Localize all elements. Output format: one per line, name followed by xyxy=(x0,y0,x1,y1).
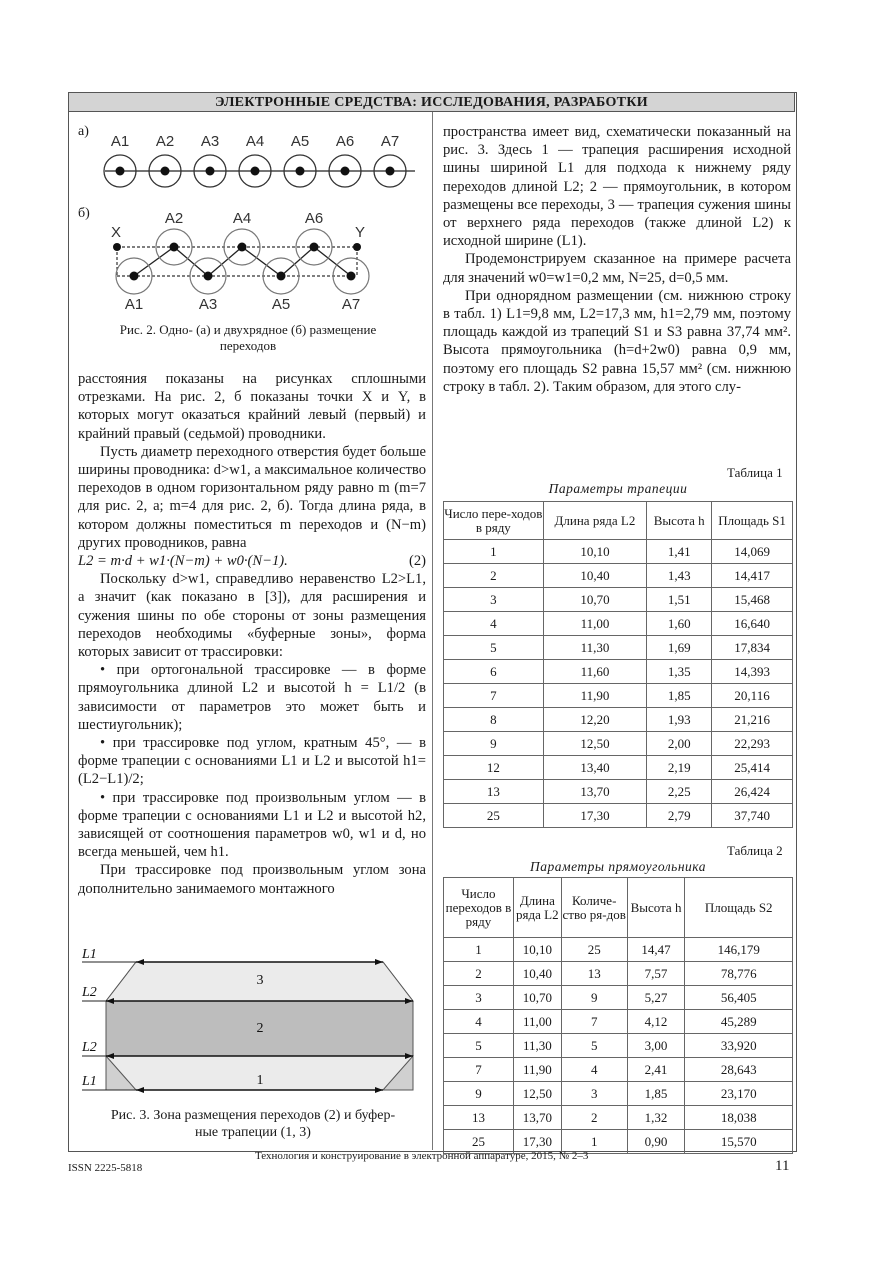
table2-number: Таблица 2 xyxy=(727,843,783,858)
table-cell: 25,414 xyxy=(712,756,793,780)
table-row xyxy=(444,756,793,780)
table-cell: 14,417 xyxy=(712,564,793,588)
right-paragraph-3: При однорядном размещении (см. нижнюю строку в табл. 1) L1=9,8 мм, L2=17,3 мм, h1=2,79 мм, поэтому площадь каждой из трапеций S1 и S3 равна 37,74 мм². Высота прямоугольника (h=d+2w0) равна 0,9 мм, поэтому его площадь S2 равна 15,57 мм² (см. нижнюю строку в табл. 2). Таким образом, для этого слу- xyxy=(443,287,791,395)
figure3-caption-line1: Рис. 3. Зона размещения переходов (2) и буфер- xyxy=(110,1108,396,1123)
via-center xyxy=(161,167,170,176)
figure2-caption-line1: Рис. 2. Одно- (а) и двухрядное (б) размещение xyxy=(119,322,377,337)
page-number: 11 xyxy=(775,1158,790,1174)
table-cell: 25 xyxy=(444,1130,514,1154)
table-cell: 5 xyxy=(444,636,544,660)
table-cell: 14,47 xyxy=(627,938,685,962)
left-paragraph-2: Пусть диаметр переходного отверстия будет больше ширины проводника: d>w1, а максимальное количество переходов в одном горизонтальном ряду равно m (m=7 для рис. 2, а; m=4 для рис. 2, б). Тогда длина ряда, в котором должны поместиться m переходов и (N−m) других проводников, равна xyxy=(78,443,426,551)
via-label: A1 xyxy=(110,133,130,150)
table-cell: 12,50 xyxy=(513,1082,561,1106)
table-cell: 10,10 xyxy=(543,540,647,564)
table-row xyxy=(444,962,793,986)
table-cell: 17,30 xyxy=(513,1130,561,1154)
figure2-caption xyxy=(82,322,414,354)
table-cell: 2 xyxy=(444,962,514,986)
table-cell: 17,834 xyxy=(712,636,793,660)
table-cell: 14,393 xyxy=(712,660,793,684)
figure2-row-b xyxy=(105,206,395,314)
formula-number: (2) xyxy=(408,553,426,570)
table-cell: 13,40 xyxy=(543,756,647,780)
table-cell: 18,038 xyxy=(685,1106,793,1130)
figure3-caption-line2: ные трапеции (1, 3) xyxy=(195,1125,311,1140)
table-cell: 3 xyxy=(561,1082,627,1106)
figure3-caption xyxy=(78,1107,428,1141)
right-paragraph-1: пространства имеет вид, схематически показанный на рис. 3. Здесь 1 — трапеция расширения исходной шины шириной L1 для подхода к нижнему ряду переходов длиной L2; 2 — прямоугольник, в котором размещены все переходы, 3 — трапеция сужения шины от верхнего ряда переходов (также длиной L2) к исходной ширине (L1). xyxy=(443,124,791,250)
fig3-label-l2-bottom: L2 xyxy=(82,1040,97,1055)
figure3-diagram xyxy=(78,944,428,1106)
table-cell: 56,405 xyxy=(685,986,793,1010)
table-cell: 1,69 xyxy=(647,636,712,660)
table-cell: 0,90 xyxy=(627,1130,685,1154)
table-cell: 5,27 xyxy=(627,986,685,1010)
table-cell: 15,570 xyxy=(685,1130,793,1154)
table-cell: 4 xyxy=(444,612,544,636)
table-cell: 12 xyxy=(444,756,544,780)
table-cell: 2,25 xyxy=(647,780,712,804)
left-paragraph-1: расстояния показаны на рисунках сплошными отрезками. На рис. 2, б показаны точки X и Y, в которых могут оказаться крайний левый (первый) и крайний правый (седьмой) проводники. xyxy=(78,371,426,442)
via-label: A4 xyxy=(232,210,252,227)
table-cell: 3 xyxy=(444,986,514,1010)
formula-text: L2 = m·d + w1·(N−m) + w0·(N−1). xyxy=(78,553,288,570)
table-cell: 11,00 xyxy=(513,1010,561,1034)
table2-header-cell: Длина ряда L2 xyxy=(513,878,561,938)
table-cell: 13,70 xyxy=(513,1106,561,1130)
table-cell: 23,170 xyxy=(685,1082,793,1106)
table-cell: 1 xyxy=(444,938,514,962)
formula-2 xyxy=(78,552,426,570)
table-cell: 37,740 xyxy=(712,804,793,828)
table-cell: 11,00 xyxy=(543,612,647,636)
table1-header-cell: Длина ряда L2 xyxy=(543,502,647,540)
table-row xyxy=(444,986,793,1010)
table-cell: 25 xyxy=(561,938,627,962)
table-cell: 1,35 xyxy=(647,660,712,684)
table-cell: 11,90 xyxy=(543,684,647,708)
table-cell: 9 xyxy=(444,732,544,756)
table-cell: 3,00 xyxy=(627,1034,685,1058)
via-center xyxy=(310,243,319,252)
table-cell: 9 xyxy=(561,986,627,1010)
via-center xyxy=(238,243,247,252)
footer-issn: ISSN 2225-5818 xyxy=(68,1162,143,1174)
end-point xyxy=(353,243,361,251)
via-center xyxy=(341,167,350,176)
via-label: A4 xyxy=(245,133,265,150)
table-row xyxy=(444,804,793,828)
table-row xyxy=(444,780,793,804)
table-cell: 7 xyxy=(444,1058,514,1082)
table-cell: 8 xyxy=(444,708,544,732)
table2-header-cell: Высота h xyxy=(627,878,685,938)
fig3-zone-3: 3 xyxy=(256,973,264,988)
figure2-row-a xyxy=(95,125,425,193)
table-cell: 12,20 xyxy=(543,708,647,732)
table1-header-cell: Высота h xyxy=(647,502,712,540)
point-x-label: X xyxy=(111,224,122,241)
left-paragraph-3: Поскольку d>w1, справедливо неравенство L2>L1, а значит (как показано в [3]), для расширения и сужения шины по обе стороны от зоны размещения переходов необходимы «буферные зоны», форма которых зависит от трассировки: xyxy=(78,571,426,661)
table-cell: 6 xyxy=(444,660,544,684)
table-cell: 22,293 xyxy=(712,732,793,756)
via-center xyxy=(386,167,395,176)
via-label: A3 xyxy=(200,133,220,150)
table-row xyxy=(444,708,793,732)
table-cell: 13 xyxy=(561,962,627,986)
table-cell: 25 xyxy=(444,804,544,828)
table-cell: 4 xyxy=(444,1010,514,1034)
fig3-zone-2: 2 xyxy=(256,1021,264,1036)
table1-header-cell: Площадь S1 xyxy=(712,502,793,540)
table-cell: 21,216 xyxy=(712,708,793,732)
table-cell: 10,40 xyxy=(513,962,561,986)
table2-header-row xyxy=(444,878,793,938)
table-row xyxy=(444,1106,793,1130)
table-row xyxy=(444,732,793,756)
table-cell: 3 xyxy=(444,588,544,612)
table-cell: 15,468 xyxy=(712,588,793,612)
table-cell: 13 xyxy=(444,1106,514,1130)
fig3-label-l2-top: L2 xyxy=(82,985,97,1000)
table-cell: 2,19 xyxy=(647,756,712,780)
bullet-orthogonal: • при ортогональной трассировке — в форме прямоугольника длиной L2 и высотой h = L1/2 (в зависимости от параметров это может быть и шестиугольник); xyxy=(78,662,426,733)
table-cell: 5 xyxy=(444,1034,514,1058)
table-cell: 7,57 xyxy=(627,962,685,986)
table-row xyxy=(444,636,793,660)
table-row xyxy=(444,1058,793,1082)
table-cell: 1 xyxy=(561,1130,627,1154)
table-row xyxy=(444,588,793,612)
column-separator xyxy=(432,112,433,1150)
via-center xyxy=(170,243,179,252)
table-cell: 10,40 xyxy=(543,564,647,588)
footer-journal: Технология и конструирование в электронной аппаратуре, 2015, № 2–3 xyxy=(255,1150,589,1162)
table-cell: 1 xyxy=(444,540,544,564)
table-row xyxy=(444,660,793,684)
via-center xyxy=(277,272,286,281)
table-cell: 146,179 xyxy=(685,938,793,962)
table-cell: 5 xyxy=(561,1034,627,1058)
via-center xyxy=(206,167,215,176)
table-cell: 11,90 xyxy=(513,1058,561,1082)
table-cell: 1,41 xyxy=(647,540,712,564)
table-row xyxy=(444,540,793,564)
table-cell: 11,30 xyxy=(543,636,647,660)
via-center xyxy=(116,167,125,176)
table-cell: 12,50 xyxy=(543,732,647,756)
bullet-45-degrees: • при трассировке под углом, кратным 45°, — в форме трапеции с основаниями L1 и L2 и высотой h1=(L2−L1)/2; xyxy=(78,735,426,788)
via-label: A6 xyxy=(304,210,324,227)
table-cell: 2,41 xyxy=(627,1058,685,1082)
table2-title: Параметры прямоугольника xyxy=(529,859,707,874)
table-cell: 2,00 xyxy=(647,732,712,756)
bullet-arbitrary-angle: • при трассировке под произвольным углом — в форме трапеции с основаниями L1 и L2 и высотой h2, зависящей от соотношения параметров w0, w1 и d, но всегда меньшей, чем h1. xyxy=(78,789,426,861)
table-cell: 2,79 xyxy=(647,804,712,828)
table-row xyxy=(444,1082,793,1106)
table-cell: 7 xyxy=(561,1010,627,1034)
table-cell: 1,60 xyxy=(647,612,712,636)
right-paragraph-2: Продемонстрируем сказанное на примере расчета для значений w0=w1=0,2 мм, N=25, d=0,5 мм. xyxy=(443,251,791,286)
table-cell: 9 xyxy=(444,1082,514,1106)
fig3-label-l1-bottom: L1 xyxy=(82,1074,97,1089)
table1 xyxy=(443,501,793,828)
via-center xyxy=(347,272,356,281)
table-cell: 17,30 xyxy=(543,804,647,828)
table1-header-cell: Число пере-ходов в ряду xyxy=(444,502,544,540)
section-header: ЭЛЕКТРОННЫЕ СРЕДСТВА: ИССЛЕДОВАНИЯ, РАЗРАБОТКИ xyxy=(68,92,795,112)
table2 xyxy=(443,877,793,1154)
figure2-label-b: б) xyxy=(78,206,90,221)
table-cell: 2 xyxy=(561,1106,627,1130)
left-column-text xyxy=(78,370,426,898)
left-paragraph-4: При трассировке под произвольным углом зона дополнительно занимаемого монтажного xyxy=(78,862,426,897)
table-cell: 1,85 xyxy=(627,1082,685,1106)
table-cell: 16,640 xyxy=(712,612,793,636)
table2-header-cell: Площадь S2 xyxy=(685,878,793,938)
via-label: A2 xyxy=(164,210,184,227)
table-cell: 14,069 xyxy=(712,540,793,564)
table-cell: 11,60 xyxy=(543,660,647,684)
via-label: A3 xyxy=(198,296,218,313)
table-cell: 1,43 xyxy=(647,564,712,588)
via-label: A7 xyxy=(341,296,361,313)
via-center xyxy=(296,167,305,176)
table-cell: 13,70 xyxy=(543,780,647,804)
table-row xyxy=(444,564,793,588)
table-cell: 2 xyxy=(444,564,544,588)
fig3-zone-1: 1 xyxy=(256,1073,264,1088)
via-label: A1 xyxy=(124,296,144,313)
via-label: A7 xyxy=(380,133,400,150)
table-cell: 1,51 xyxy=(647,588,712,612)
table-cell: 1,93 xyxy=(647,708,712,732)
via-center xyxy=(251,167,260,176)
table-cell: 78,776 xyxy=(685,962,793,986)
table-cell: 10,70 xyxy=(513,986,561,1010)
figure2-label-a: а) xyxy=(78,124,89,139)
via-center xyxy=(130,272,139,281)
table-cell: 7 xyxy=(444,684,544,708)
via-label: A5 xyxy=(271,296,291,313)
table1-title: Параметры трапеции xyxy=(548,481,688,496)
table-row xyxy=(444,612,793,636)
via-label: A6 xyxy=(335,133,355,150)
table-cell: 10,70 xyxy=(543,588,647,612)
point-y-label: Y xyxy=(355,224,366,241)
end-point xyxy=(113,243,121,251)
table-cell: 1,85 xyxy=(647,684,712,708)
table-cell: 33,920 xyxy=(685,1034,793,1058)
table-row xyxy=(444,938,793,962)
fig3-label-l1-top: L1 xyxy=(82,947,97,962)
table-cell: 26,424 xyxy=(712,780,793,804)
table-cell: 45,289 xyxy=(685,1010,793,1034)
table1-number: Таблица 1 xyxy=(727,465,783,480)
table-cell: 28,643 xyxy=(685,1058,793,1082)
table-row xyxy=(444,684,793,708)
table-cell: 4 xyxy=(561,1058,627,1082)
table-row xyxy=(444,1010,793,1034)
table-cell: 13 xyxy=(444,780,544,804)
table-cell: 1,32 xyxy=(627,1106,685,1130)
table-cell: 4,12 xyxy=(627,1010,685,1034)
table-cell: 10,10 xyxy=(513,938,561,962)
table2-header-cell: Число переходов в ряду xyxy=(444,878,514,938)
via-label: A5 xyxy=(290,133,310,150)
via-label: A2 xyxy=(155,133,175,150)
table-cell: 11,30 xyxy=(513,1034,561,1058)
figure2-caption-line2: переходов xyxy=(219,338,277,353)
via-center xyxy=(204,272,213,281)
right-column-text xyxy=(443,123,791,396)
table-cell: 20,116 xyxy=(712,684,793,708)
table-row xyxy=(444,1034,793,1058)
table1-header-row xyxy=(444,502,793,540)
table2-header-cell: Количе-ство ря-дов xyxy=(561,878,627,938)
